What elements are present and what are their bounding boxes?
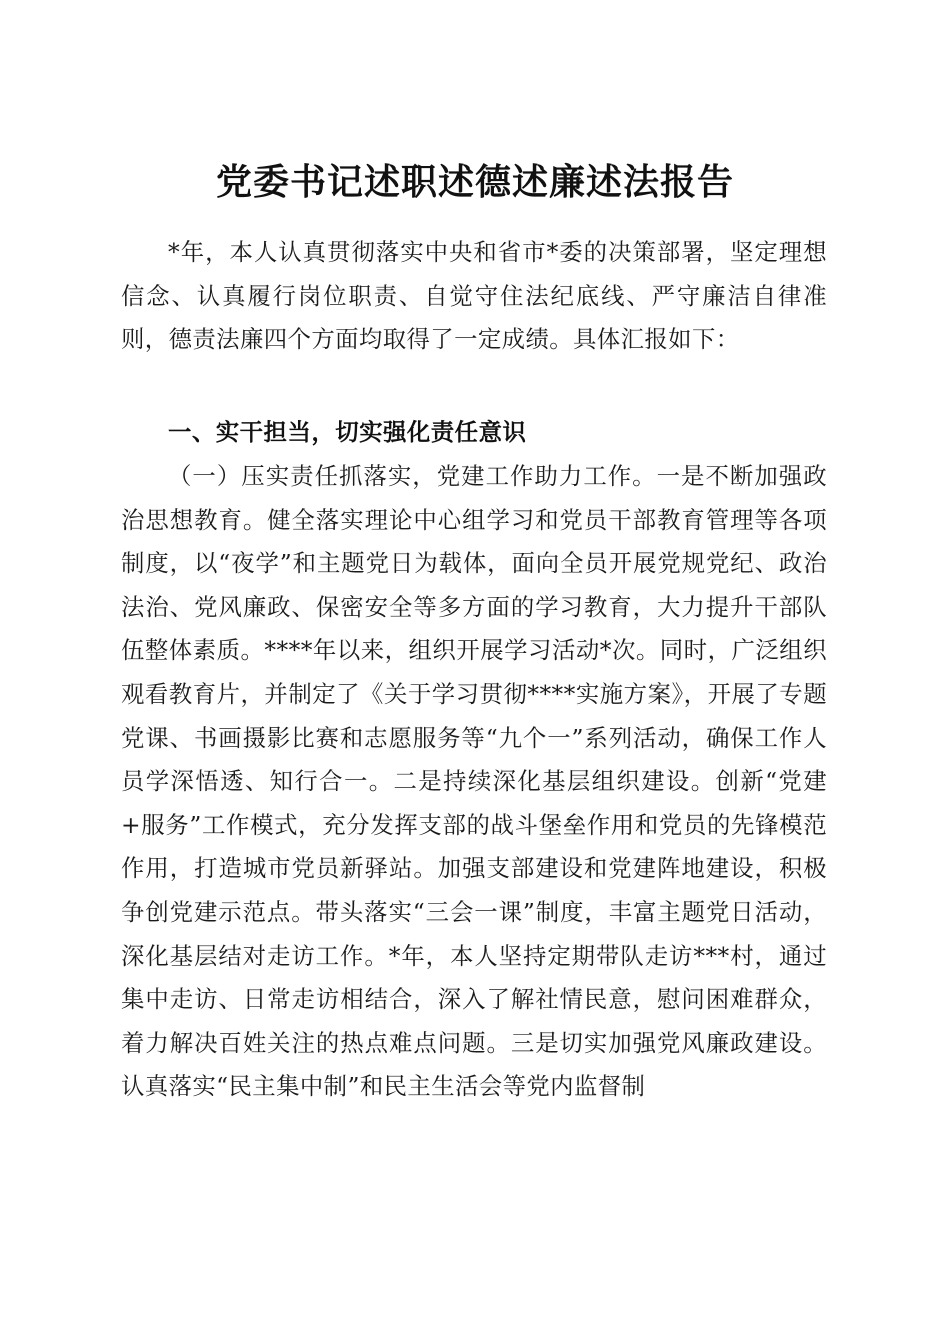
document-title: 党委书记述职述德述廉述法报告 [215,161,734,204]
section-heading: 一、实干担当，切实强化责任意识 [168,418,527,446]
intro-paragraph: *年，本人认真贯彻落实中央和省市*委的决策部署，坚定理想信念、认真履行岗位职责、自觉守住法纪底线、严守廉洁自律准则，德责法廉四个方面均取得了一定成绩。具体汇报如下： [121,238,827,354]
section-paragraph: （一）压实责任抓落实，党建工作助力工作。一是不断加强政治思想教育。健全落实理论中心组学习和党员干部教育管理等各项制度，以“夜学”和主题党日为载体，面向全员开展党规党纪、政治法治、党风廉政、保密安全等多方面的学习教育，大力提升干部队伍整体素质。****年以来，组织开展学习活动*次。同时，广泛组织观看教育片，并制定了《关于学习贯彻****实施方案》，开展了专题党课、书画摄影比赛和志愿服务等“九个一”系列活动，确保工作人员学深悟透、知行合一。二是持续深化基层组织建设。创新“党建+服务”工作模式，充分发挥支部的战斗堡垒作用和党员的先锋模范作用，打造城市党员新驿站。加强支部建设和党建阵地建设，积极争创党建示范点。带头落实“三会一课”制度，丰富主题党日活动，深化基层结对走访工作。*年，本人坚持定期带队走访***村，通过集中走访、日常走访相结合，深入了解社情民意，慰问困难群众，着力解决百姓关注的热点难点问题。三是切实加强党风廉政建设。认真落实“民主集中制”和民主生活会等党内监督制 [121,462,827,1101]
